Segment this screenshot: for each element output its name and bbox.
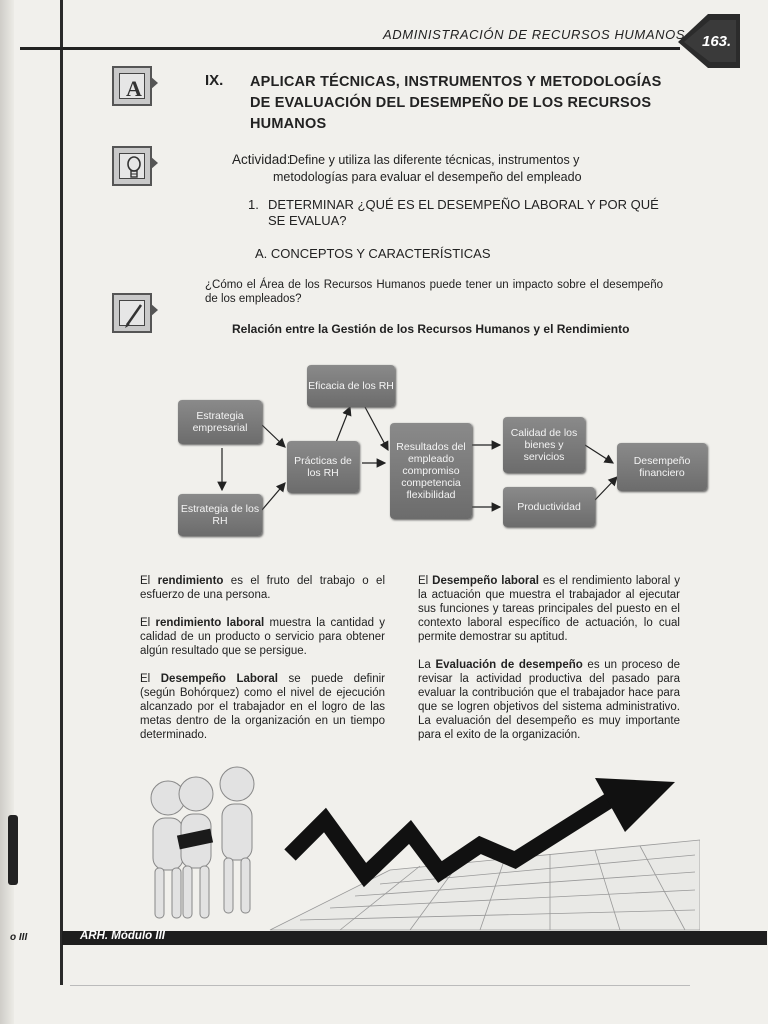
question-heading <box>248 197 668 229</box>
growth-illustration <box>140 760 700 935</box>
page-number: 163. <box>702 33 732 50</box>
intro-question: ¿Cómo el Área de los Recursos Humanos puede tener un impacto sobre el desempeño de los empleados? <box>205 279 663 305</box>
section-title: APLICAR TÉCNICAS, INSTRUMENTOS Y METODOLOGÍAS DE EVALUACIÓN DEL DESEMPEÑO DE LOS RECURSOS HUMANOS <box>250 74 662 132</box>
binding-mark <box>8 815 18 885</box>
activity-text-line2: metodologías para evaluar el desempeño del empleado <box>273 170 582 184</box>
node-calidad-bienes: Calidad de los bienes y servicios <box>503 417 585 473</box>
text: muestra la cantidad y calidad de un producto o servicio para obtener algún resultado que se persigue. <box>140 617 385 657</box>
left-paragraph-2 <box>140 616 385 658</box>
text: La <box>418 659 436 671</box>
section-number: IX. <box>205 72 224 89</box>
text: El <box>140 575 158 587</box>
margin-rule <box>60 0 63 985</box>
term: rendimiento laboral <box>155 617 265 629</box>
node-desempeno-financiero: Desempeño financiero <box>617 443 707 491</box>
node-estrategia-rh: Estrategia de los RH <box>178 494 262 536</box>
right-paragraph-2 <box>418 658 680 742</box>
text: es un proceso de revisar la actividad productiva del pasado para evaluar la contribución que el trabajador hace para que se logren objetivos del sistema administrativo. La evaluación del desempeño es muy importante para el exito de la organización. <box>418 659 680 741</box>
text: es el rendimiento laboral y la actuación que muestra el trabajador al ejecutar sus funciones y tareas principales del puesto en el contexto laboral específico de actuación, lo cual permite demostrar su aptitud. <box>418 575 681 643</box>
document-a-icon <box>112 66 152 106</box>
diagram-title: Relación entre la Gestión de los Recursos Humanos y el Rendimiento <box>232 322 630 336</box>
text: se puede definir (según Bohórquez) como el nivel de ejecución alcanzado por el trabajador en el logro de las metas dentro de la organización en un tiempo determinado. <box>140 673 385 741</box>
text: El <box>140 673 161 685</box>
node-productividad: Productividad <box>503 487 595 527</box>
term: Desempeño Laboral <box>160 673 278 685</box>
text: es el fruto del trabajo o el esfuerzo de una persona. <box>140 575 385 601</box>
left-column <box>140 574 385 756</box>
pencil-note-icon <box>112 293 152 333</box>
question-number: 1. <box>248 197 259 212</box>
term: Desempeño laboral <box>432 575 539 587</box>
question-text: DETERMINAR ¿QUÉ ES EL DESEMPEÑO LABORAL Y POR QUÉ SE EVALUA? <box>268 197 659 228</box>
text: El <box>140 617 156 629</box>
svg-text:A: A <box>126 76 142 101</box>
footer-module: ARH. Módulo III <box>80 930 165 942</box>
left-paragraph-3 <box>140 672 385 742</box>
node-practicas-rh: Prácticas de los RH <box>287 441 359 493</box>
term: rendimiento <box>157 575 224 587</box>
text: El <box>418 575 433 587</box>
activity-label: Actividad: <box>232 152 291 167</box>
lightbulb-icon <box>112 146 152 186</box>
activity-text-line1: Define y utiliza las diferente técnicas, instrumentos y <box>289 153 580 167</box>
running-header-title: ADMINISTRACIÓN DE RECURSOS HUMANOS <box>383 27 686 42</box>
footer-bar <box>62 931 767 945</box>
left-paragraph-1 <box>140 574 385 602</box>
term: Evaluación de desempeño <box>435 659 583 671</box>
hr-performance-diagram <box>170 355 715 555</box>
activity-block <box>232 151 652 186</box>
header-rule <box>20 47 680 50</box>
node-eficacia-rh: Eficacia de los RH <box>307 365 395 407</box>
right-column <box>418 574 680 756</box>
bottom-rule <box>70 985 690 986</box>
right-paragraph-1 <box>418 574 680 644</box>
footer-left-fragment: o III <box>10 932 28 943</box>
node-resultados-empleado: Resultados del empleado compromiso competencia flexibilidad <box>390 423 472 519</box>
subsection-heading: A. CONCEPTOS Y CARACTERÍSTICAS <box>255 246 491 261</box>
node-estrategia-empresarial: Estrategia empresarial <box>178 400 262 444</box>
